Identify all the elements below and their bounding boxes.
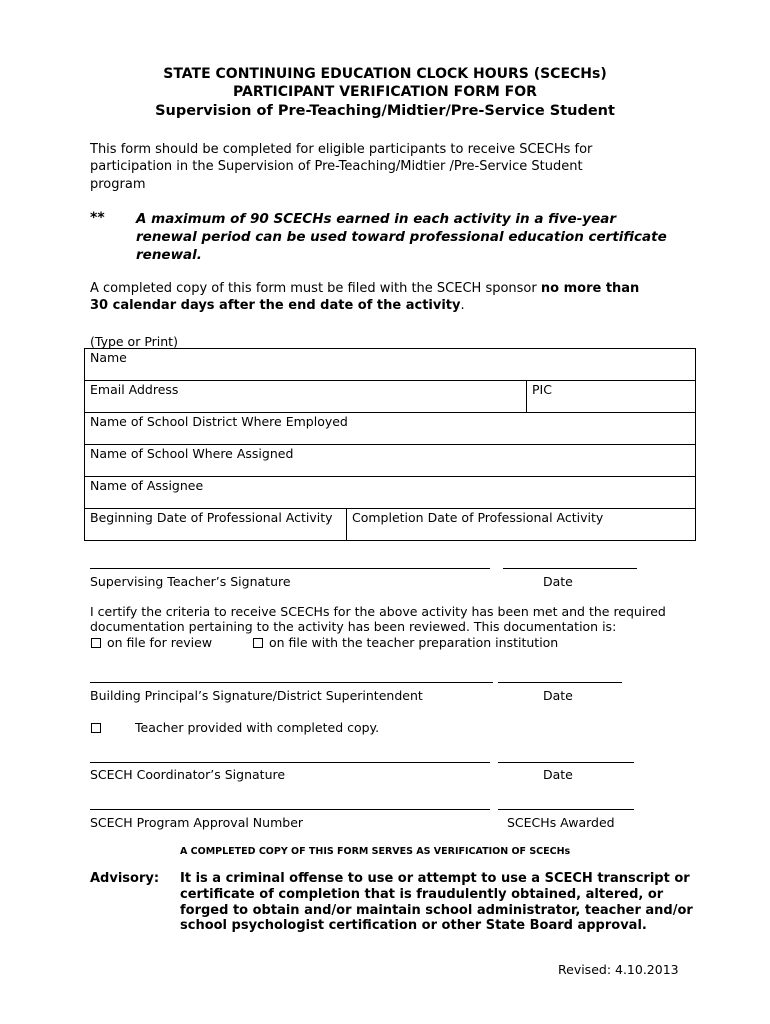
filing-bold2: 30 calendar days after the end date of the activity [90,298,461,313]
advisory-line2: certificate of completion that is fraudulently obtained, altered, or [180,887,664,902]
option-on-file-with-institution[interactable] [253,635,558,650]
advisory-line3: forged to obtain and/or maintain school administrator, teacher and/or [180,903,693,918]
option-on-file-for-review[interactable] [91,635,212,650]
checkbox-icon[interactable] [253,638,263,648]
checkbox-icon[interactable] [91,723,101,733]
row-divider [84,508,696,509]
intro-line3: program [90,177,146,192]
filing-prefix: A completed copy of this form must be filed with the SCECH sponsor [90,281,541,296]
note-line1: A maximum of 90 SCECHs earned in each activity in a five-year [136,211,617,227]
begin-date-field[interactable]: Beginning Date of Professional Activity [90,510,333,525]
copy-provided-label: Teacher provided with completed copy. [135,720,380,735]
row-divider [84,444,696,445]
form-title-line1: STATE CONTINUING EDUCATION CLOCK HOURS (SCECHs) [163,66,607,82]
revision-date: Revised: 4.10.2013 [558,962,679,977]
pic-field[interactable]: PIC [532,382,552,397]
principal-date-label: Date [543,688,573,703]
advisory-label: Advisory: [90,871,160,886]
intro-line2: participation in the Supervision of Pre-Teaching/Midtier /Pre-Service Student [90,159,583,174]
col-divider [346,508,347,541]
school-field[interactable]: Name of School Where Assigned [90,446,294,461]
teacher-date-label: Date [543,574,573,589]
form-title-line2: PARTICIPANT VERIFICATION FORM FOR [233,84,537,100]
col-divider [526,380,527,412]
type-or-print-hint: (Type or Print) [90,334,178,349]
principal-signature-line[interactable] [90,682,493,683]
certify-line1: I certify the criteria to receive SCECHs for the above activity has been met and the required [90,604,666,619]
teacher-date-line[interactable] [503,568,637,569]
scechs-awarded-label: SCECHs Awarded [507,815,615,830]
filing-suffix: . [460,298,465,313]
row-divider [84,412,696,413]
advisory-line4: school psychologist certification or other State Board approval. [180,918,647,933]
certify-line2: documentation pertaining to the activity has been reviewed. This documentation is: [90,619,617,634]
filing-line1 [90,280,639,297]
intro-line1: This form should be completed for eligible participants to receive SCECHs for [90,142,593,157]
verification-note: A COMPLETED COPY OF THIS FORM SERVES AS VERIFICATION OF SCECHs [180,846,571,857]
principal-date-line[interactable] [498,682,622,683]
option1-label: on file for review [107,635,213,650]
approval-number-line[interactable] [90,809,490,810]
copy-provided-option[interactable] [91,720,379,735]
coordinator-signature-label: SCECH Coordinator’s Signature [90,767,286,782]
row-divider [84,380,696,381]
advisory-line1: It is a criminal offense to use or attempt to use a SCECH transcript or [180,871,690,886]
form-title-line3: Supervision of Pre-Teaching/Midtier/Pre-Service Student [155,103,615,119]
coordinator-date-label: Date [543,767,573,782]
coordinator-date-line[interactable] [498,762,634,763]
assignee-field[interactable]: Name of Assignee [90,478,204,493]
completion-date-field[interactable]: Completion Date of Professional Activity [352,510,604,525]
teacher-signature-line[interactable] [90,568,490,569]
name-field[interactable]: Name [90,350,127,365]
approval-number-label: SCECH Program Approval Number [90,815,304,830]
email-field[interactable]: Email Address [90,382,179,397]
coordinator-signature-line[interactable] [90,762,490,763]
option2-label: on file with the teacher preparation institution [269,635,559,650]
note-line2: renewal period can be used toward professional education certificate [136,229,667,245]
note-marker: ** [90,210,105,226]
district-field[interactable]: Name of School District Where Employed [90,414,348,429]
checkbox-icon[interactable] [91,638,101,648]
note-line3: renewal. [136,247,202,263]
teacher-signature-label: Supervising Teacher’s Signature [90,574,291,589]
filing-line2 [90,297,465,314]
row-divider [84,476,696,477]
scechs-awarded-line[interactable] [498,809,634,810]
filing-bold1: no more than [540,281,640,296]
principal-signature-label: Building Principal’s Signature/District Superintendent [90,688,423,703]
